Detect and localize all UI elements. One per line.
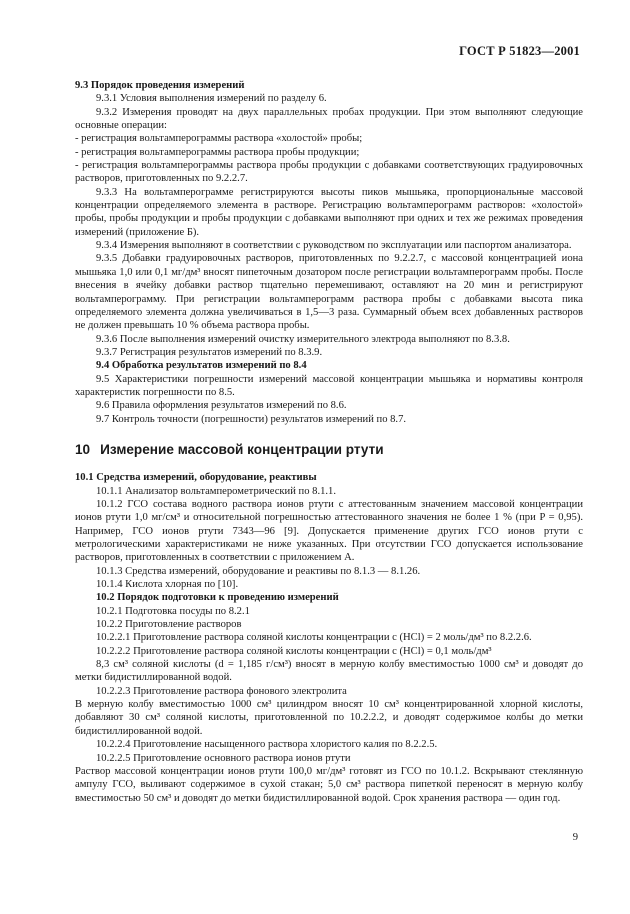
paragraph: Раствор массовой концентрации ионов ртути 100,0 мг/дм³ готовят из ГСО по 10.1.2. Вскрывают стеклянную ампулу ГСО, выливают содержимое в сухой стакан; 5,0 см³ раствора пипеткой переносят в мерную колбу вместимостью 50 см³ и доводят до метки бидистиллированной водой. Срок хранения раствора — один год. xyxy=(75,765,583,804)
section-heading-10-1: 10.1 Средства измерений, оборудование, реактивы xyxy=(75,472,317,484)
page-number: 9 xyxy=(572,832,578,843)
paragraph: 10.2.2.1 Приготовление раствора соляной кислоты концентрации c (HCl) = 2 моль/дм³ по 8.2.2.6. xyxy=(96,632,532,644)
paragraph: В мерную колбу вместимостью 1000 см³ цилиндром вносят 10 см³ концентрированной хлорной кислоты, добавляют 30 см³ соляной кислоты, приготовленной по 10.2.2.2, и доводят содержимое колбы до метки бидистиллированной водой. xyxy=(75,699,583,737)
paragraph: 10.2.2.2 Приготовление раствора соляной кислоты концентрации c (HCl) = 0,1 моль/дм³ xyxy=(96,645,492,657)
section-title: Измерение массовой концентрации ртути xyxy=(100,441,384,457)
paragraph: 9.3.5 Добавки градуировочных растворов, приготовленных по 9.2.2.7, с массовой концентрацией иона мышьяка 1,0 или 0,1 мг/дм³ вносят пипеточным дозатором после регистрации вольтамперограмм пробы. После внесения в ячейку добавки раствор тщательно перемешивают, оставляют на 20 мин и регистрируют вольтамперограмму. При регистрации вольтамперограмм раствора пробы с добавками высота пика определяемого элемента должна увеличиваться в 1,5—3 раза. Суммарный объем всех добавленных растворов не должен превышать 10 % объема раствора пробы. xyxy=(75,253,583,332)
paragraph: 8,3 см³ соляной кислоты (d = 1,185 г/см³) вносят в мерную колбу вместимостью 1000 см³ и доводят до метки бидистиллированной водой. xyxy=(75,659,583,684)
paragraph: 9.6 Правила оформления результатов измерений по 8.6. xyxy=(96,400,347,412)
paragraph: 9.5 Характеристики погрешности измерений массовой концентрации мышьяка и нормативы контроля характеристик погрешности по 8.5. xyxy=(75,373,583,398)
paragraph: 9.3.4 Измерения выполняют в соответствии с руководством по эксплуатации или паспортом анализатора. xyxy=(96,240,572,252)
paragraph: 10.2.1 Подготовка посуды по 8.2.1 xyxy=(96,605,250,617)
paragraph: 9.3.1 Условия выполнения измерений по разделу 6. xyxy=(96,93,327,105)
section-heading-10 xyxy=(75,443,583,456)
section-number: 10 xyxy=(75,441,91,457)
list-item: - регистрация вольтамперограммы раствора пробы продукции; xyxy=(75,146,360,158)
paragraph: 10.1.4 Кислота хлорная по [10]. xyxy=(96,579,239,591)
section-heading-9-4: 9.4 Обработка результатов измерений по 8.4 xyxy=(96,360,307,372)
paragraph: 10.2.2 Приготовление растворов xyxy=(96,619,242,631)
section-heading-9-3: 9.3 Порядок проведения измерений xyxy=(75,80,245,91)
list-item: - регистрация вольтамперограммы раствора пробы продукции с добавками соответствующих градуировочных растворов, приготовленных по 9.2.2.7. xyxy=(75,160,583,185)
list-item: - регистрация вольтамперограммы раствора «холостой» пробы; xyxy=(75,133,363,145)
section-heading-10-2: 10.2 Порядок подготовки к проведению измерений xyxy=(96,592,339,604)
document-body xyxy=(75,79,583,805)
paragraph: 10.2.2.4 Приготовление насыщенного раствора хлористого калия по 8.2.2.5. xyxy=(96,739,438,751)
paragraph: 10.2.2.3 Приготовление раствора фонового электролита xyxy=(96,685,347,697)
paragraph: 10.1.3 Средства измерений, оборудование и реактивы по 8.1.3 — 8.1.26. xyxy=(96,565,421,577)
paragraph: 9.7 Контроль точности (погрешности) результатов измерений по 8.7. xyxy=(96,413,407,425)
paragraph: 10.1.2 ГСО состава водного раствора ионов ртути с аттестованным значением массовой концентрации ионов ртути 1,0 мг/см³ и относительной погрешностью аттестованного значения не более 1 % (при P = 0,95). Например, ГСО ионов ртути 7343—96 [9]. Допускается применение других ГСО ионов ртути с метрологическими характеристиками не ниже указанных. При отсутствии ГСО допускается использование растворов, приготовленных в соответствии с приложением А. xyxy=(75,498,583,564)
paragraph: 10.1.1 Анализатор вольтамперометрический по 8.1.1. xyxy=(96,485,336,497)
paragraph: 10.2.2.5 Приготовление основного раствора ионов ртути xyxy=(96,752,351,764)
paragraph: 9.3.7 Регистрация результатов измерений по 8.3.9. xyxy=(96,346,323,358)
paragraph: 9.3.3 На вольтамперограмме регистрируются высоты пиков мышьяка, пропорциональные массовой концентрации определяемого элемента в растворе. Регистрацию вольтамперограмм растворов: «холостой» пробы, пробы продукции и пробы продукции с добавками выполняют при одних и тех же режимах проведения измерений (приложение Б). xyxy=(75,186,583,238)
paragraph: 9.3.6 После выполнения измерений очистку измерительного электрода выполняют по 8.3.8. xyxy=(96,333,510,345)
paragraph: 9.3.2 Измерения проводят на двух параллельных пробах продукции. При этом выполняют следующие основные операции: xyxy=(75,106,583,132)
document-id-header: ГОСТ Р 51823—2001 xyxy=(459,44,580,58)
